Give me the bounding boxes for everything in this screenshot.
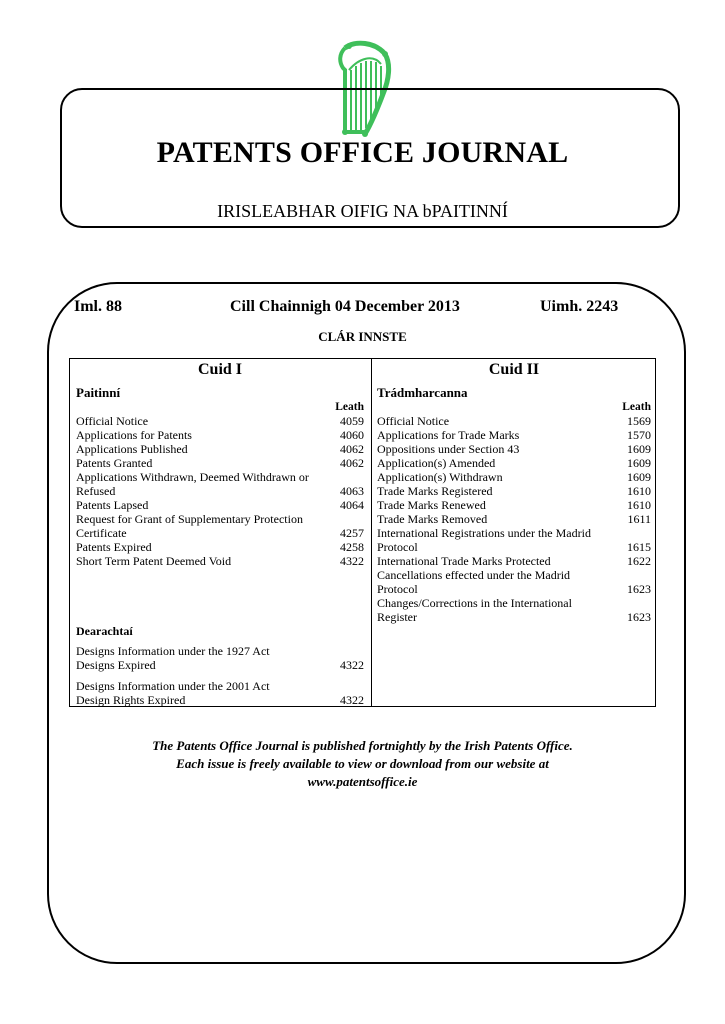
toc-entry[interactable]: Designs Expired 4322 bbox=[76, 658, 364, 672]
website-link[interactable]: www.patentsoffice.ie bbox=[307, 774, 418, 789]
toc-entry[interactable]: Patents Granted 4062 bbox=[76, 456, 364, 470]
toc-entry[interactable]: Trade Marks Removed 1611 bbox=[377, 512, 651, 526]
publication-note bbox=[0, 737, 725, 791]
designs-1927-header: Designs Information under the 1927 Act bbox=[76, 644, 270, 658]
toc-entry[interactable]: Official Notice 4059 bbox=[76, 414, 364, 428]
toc-entry[interactable]: Official Notice 1569 bbox=[377, 414, 651, 428]
toc-entry[interactable]: Applications Published 4062 bbox=[76, 442, 364, 456]
toc-entry[interactable]: Design Rights Expired 4322 bbox=[76, 693, 364, 707]
toc-entry[interactable]: Applications Withdrawn, Deemed Withdrawn or Refused 4063 bbox=[76, 470, 364, 498]
toc-entry[interactable]: International Registrations under the Madrid Protocol 1615 bbox=[377, 526, 651, 554]
column-divider bbox=[371, 359, 372, 706]
volume-number: Iml. 88 bbox=[74, 298, 122, 315]
toc-entry[interactable]: International Trade Marks Protected 1622 bbox=[377, 554, 651, 568]
part-2-heading: Cuid II bbox=[488, 361, 540, 378]
issue-number: Uimh. 2243 bbox=[540, 298, 619, 315]
toc-entry[interactable]: Applications for Trade Marks 1570 bbox=[377, 428, 651, 442]
toc-entry[interactable]: Oppositions under Section 43 1609 bbox=[377, 442, 651, 456]
issue-place-date: Cill Chainnigh 04 December 2013 bbox=[230, 298, 460, 315]
toc-entry[interactable]: Application(s) Withdrawn 1609 bbox=[377, 470, 651, 484]
journal-subtitle: IRISLEABHAR OIFIG NA bPAITINNÍ bbox=[217, 201, 508, 221]
designs-section-heading: Dearachtaí bbox=[76, 624, 133, 638]
part-1-page-header: Leath bbox=[335, 401, 364, 413]
table-of-contents bbox=[69, 358, 656, 707]
journal-title: PATENTS OFFICE JOURNAL bbox=[156, 136, 569, 169]
part-2-page-header: Leath bbox=[622, 401, 651, 413]
toc-entry[interactable]: Request for Grant of Supplementary Protection Certificate 4257 bbox=[76, 512, 364, 540]
toc-entry[interactable]: Patents Expired 4258 bbox=[76, 540, 364, 554]
part-1-heading: Cuid I bbox=[197, 361, 243, 378]
toc-entry[interactable]: Application(s) Amended 1609 bbox=[377, 456, 651, 470]
toc-entry[interactable]: Changes/Corrections in the International Register 1623 bbox=[377, 596, 651, 624]
trade-marks-section-heading: Trádmharcanna bbox=[377, 385, 468, 400]
publication-note-line-2: Each issue is freely available to view or download from our website at bbox=[176, 756, 549, 771]
toc-entry[interactable]: Short Term Patent Deemed Void 4322 bbox=[76, 554, 364, 568]
publication-note-line-1: The Patents Office Journal is published fortnightly by the Irish Patents Office. bbox=[152, 738, 573, 753]
toc-entry[interactable]: Applications for Patents 4060 bbox=[76, 428, 364, 442]
toc-entry[interactable]: Trade Marks Renewed 1610 bbox=[377, 498, 651, 512]
toc-entry[interactable]: Patents Lapsed 4064 bbox=[76, 498, 364, 512]
toc-entry[interactable]: Trade Marks Registered 1610 bbox=[377, 484, 651, 498]
designs-2001-header: Designs Information under the 2001 Act bbox=[76, 679, 270, 693]
toc-entry[interactable]: Cancellations effected under the Madrid Protocol 1623 bbox=[377, 568, 651, 596]
contents-title: CLÁR INNSTE bbox=[318, 329, 407, 344]
patents-section-heading: Paitinní bbox=[76, 385, 121, 400]
